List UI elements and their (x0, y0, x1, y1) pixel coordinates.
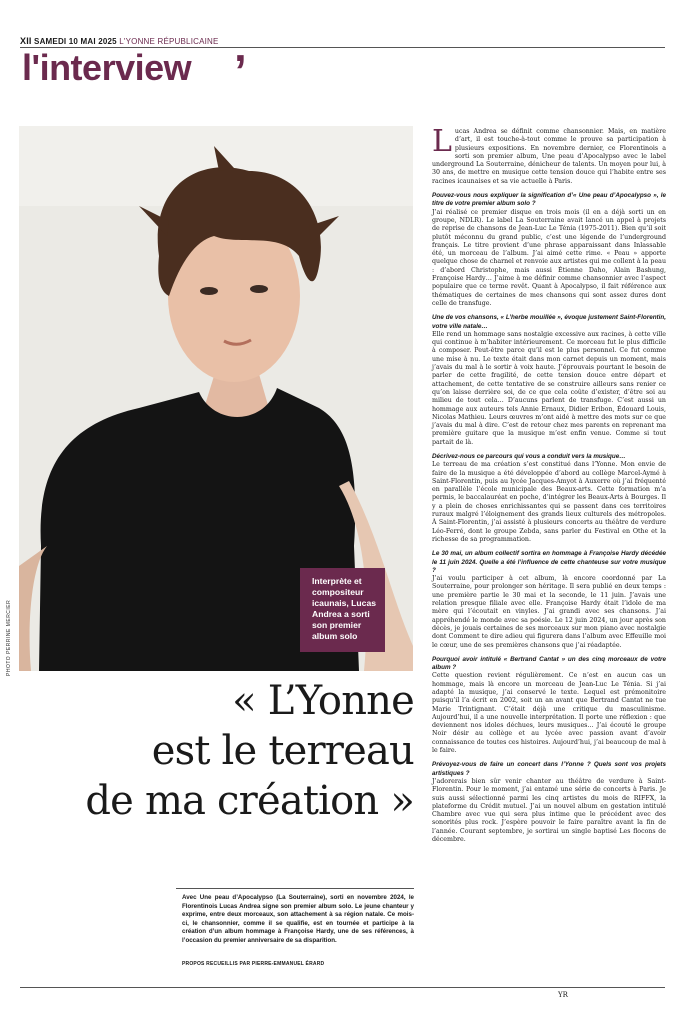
lead-text: ucas Andrea se définit comme chansonnier. Mais, en matière d’art, il est touche-à-tout comme le prouve sa participation à plusieurs expositions. En novembre dernier, ce Florentinois a sorti son premier album, Une peau d’Apocalypso avec le label underground La Souterraine, dénicheur de talents. Un moyen pour lui, à 30 ans, de mettre en musique cette tension douce qui l’habite entre ses racines icaunaises et sa vie actuelle à Paris. (432, 128, 666, 185)
answer: J’adorerais bien sûr venir chanter au théâtre de verdure à Saint-Florentin. Pour le moment, j’ai entamé une série de concerts à Paris. Je suis aussi sélectionné parmi les cinq artistes du mois de RIFFX, la plateforme du Crédit mutuel. J’ai un nouvel album en gestation intitulé Chambre avec vue qui sera plus intime que le précédent avec des sonorités plus rock. J’espère pouvoir le faire paraître avant la fin de l’année. Courant septembre, je sortirai un single baptisé Les flocons de décembre. (432, 777, 666, 844)
drop-cap: L (432, 124, 452, 159)
photo-credit: PHOTO PERRINE MERCIER (6, 599, 12, 676)
question: Pourquoi avoir intitulé « Bertrand Cantat » un des cinq morceaux de votre album ? (432, 655, 666, 672)
headline (22, 676, 414, 826)
article-lead (432, 124, 666, 186)
question: Prévoyez-vous de faire un concert dans l’Yonne ? Quels sont vos projets artistiques ? (432, 761, 666, 777)
headline-line-3: de ma création » (85, 778, 414, 824)
section-title-text: l'interview (22, 47, 192, 88)
section-title (22, 45, 247, 97)
intro-text: Avec Une peau d’Apocalypso (La Souterraine), sorti en novembre 2024, le Florentinois Lucas Andrea signe son premier album solo. Le jeune chanteur y exprime, entre deux morceaux, son attachement à sa région natale. Ce mois-ci, le chansonnier, comme il se qualifie, est en tournée et participe à la création d’un album hommage à Françoise Hardy, une de ses références, à l’occasion du premier anniversaire de sa disparition. (182, 894, 414, 944)
headline-line-2: est le terreau (151, 728, 414, 774)
intro-rule (176, 888, 414, 889)
folio (20, 36, 219, 46)
section-apostrophe: ’ (234, 45, 247, 97)
answer: Cette question revient régulièrement. Ce n’est en aucun cas un hommage, mais là encore un morceau de Jean-Luc Le Ténia. Si j’ai adapté la musique, j’ai conservé le texte. Lequel est prémonitoire puisqu’il l’a écrit en 2002, soit un an avant que Bertrand Cantat ne tue Marie Trintignant. C’était déjà une critique du masculinisme. Aujourd’hui, il a une nouvelle interprétation. Il porte une réflexion : que deviennent nos idoles déchues, leurs musiques… J’ai écouté le groupe Noir désir au collège et au lycée avec passion avant d’avoir connaissance de toutes ces histoires. Aujourd’hui, j’ai beaucoup de mal à le faire. (432, 672, 666, 755)
publication-name: L'YONNE RÉPUBLICAINE (119, 37, 219, 46)
photo-caption: Interprète et compositeur icaunais, Lucas Andrea a sorti son premier album solo (300, 568, 385, 652)
question: Une de vos chansons, « L’herbe mouillée », évoque justement Saint-Florentin, votre ville natale… (432, 314, 666, 330)
issue-date: SAMEDI 10 MAI 2025 (34, 37, 117, 46)
headline-line-1: « L’Yonne (232, 678, 414, 724)
edition-code: YR (558, 991, 568, 999)
page-number: XII (20, 36, 32, 46)
byline: PROPOS RECUEILLIS PAR PIERRE-EMMANUEL ÉRARD (182, 961, 325, 967)
question: Décrivez-nous ce parcours qui vous a conduit vers la musique… (432, 452, 626, 460)
answer: Elle rend un hommage sans nostalgie excessive aux racines, à cette ville qui continue à m’habiter intérieurement. Ce morceau fut le plus difficile à composer. Peut-être parce qu’il est le plus personnel. Ce fut comme une mise à nu. Le texte était dans mon carnet depuis un moment, mais j’avais du mal à le sortir à voix haute. J’éprouvais pourtant le besoin de parler de cette fragilité, de cette tension douce entre départ et attachement, de cette tentative de se construire ailleurs sans renier ce qu’on laisse derrière soi, de ce que cela coûte d’exister, d’être soi au milieu de tout cela… D’aucuns parlent de transfuge. C’est aussi un hommage aux auteurs tels Annie Ernaux, Didier Eribon, Édouard Louis, Nicolas Mathieu. Leurs œuvres m’ont aidé à mettre des mots sur ce que j’avais du mal à dire. C’est de retour chez mes parents en reprenant ma première guitare que la musique m’est enfin venue. Comme si tout partait de là. (432, 330, 666, 446)
answer: J’ai voulu participer à cet album, là encore coordonné par La Souterraine, pour prolonger son héritage. Il sera publié en deux temps : une première partie le 30 mai et la seconde, le 11 juin. J’avais une relation presque filiale avec elle. Françoise Hardy était l’idole de ma mère qui l’écoutait en vinyles. J’ai grandi avec ses chansons. J’ai appréhendé le monde avec sa poésie. Le 12 juin 2024, un jour après son décès, je jouais certaines de ses morceaux sur mon piano avec nostalgie dont Comment te dire adieu qui figurera dans l’album avec Effeuille moi le cœur, une de ses premières chansons que j’ai réadaptée. (432, 575, 666, 649)
footer-rule (20, 987, 665, 988)
answer: Le terreau de ma création s’est constitué dans l’Yonne. Mon envie de faire de la musique a été développée d’abord au collège Marcel-Aymé à Saint-Florentin, puis au lycée Jacques-Amyot à Auxerre où j’ai fréquenté en parallèle l’école municipale des Beaux-arts. Cette formation m’a permis, le baccalauréat en poche, d’intégrer les Beaux-Arts à Bourges. Il y a plein de choses enrichissantes qui se passent dans ces territoires ruraux malgré l’éloignement des grands lieux culturels des métropoles. À Saint-Florentin, j’ai assisté à plusieurs concerts au théâtre de verdure Léo-Ferré, dont le groupe Zebda, sans parler du Festival en Othe et la richesse de sa programmation. (432, 461, 666, 543)
answer: J’ai réalisé ce premier disque en trois mois (il en a déjà sorti un en groupe, NDLR). Le label La Souterraine avait lancé un appel à projets de reprise de chansons de Jean-Luc Le Ténia (1975-2011). Bien qu’il soit plutôt méconnu du grand public, c’est une légende de l’underground français. Le titre provient d’une phrase apparaissant dans Inlassable été, un morceau de l’album. J’ai aimé cette rime. « Peau » apporte quelque chose de charnel et renvoie aux artistes qui me collent à la peau : d’abord Christophe, mais aussi Étienne Daho, Alain Bashung, Françoise Hardy… J’aime à me définir comme chansonnier avec l’aspect populaire que ce terme revêt. Quant à Apocalypso, il fait référence aux thématiques de certaines de mes chansons qui sont assez dures dont celle de transfuge. (432, 208, 666, 307)
question: Pouvez-vous nous expliquer la signification d’« Une peau d’Apocalypso », le titre de votre premier album solo ? (432, 192, 666, 208)
article-body (432, 124, 666, 844)
question: Le 30 mai, un album collectif sortira en hommage à Françoise Hardy décédée le 11 juin 2024. Quelle a été l’influence de cette chanteuse sur votre musique ? (432, 550, 666, 574)
